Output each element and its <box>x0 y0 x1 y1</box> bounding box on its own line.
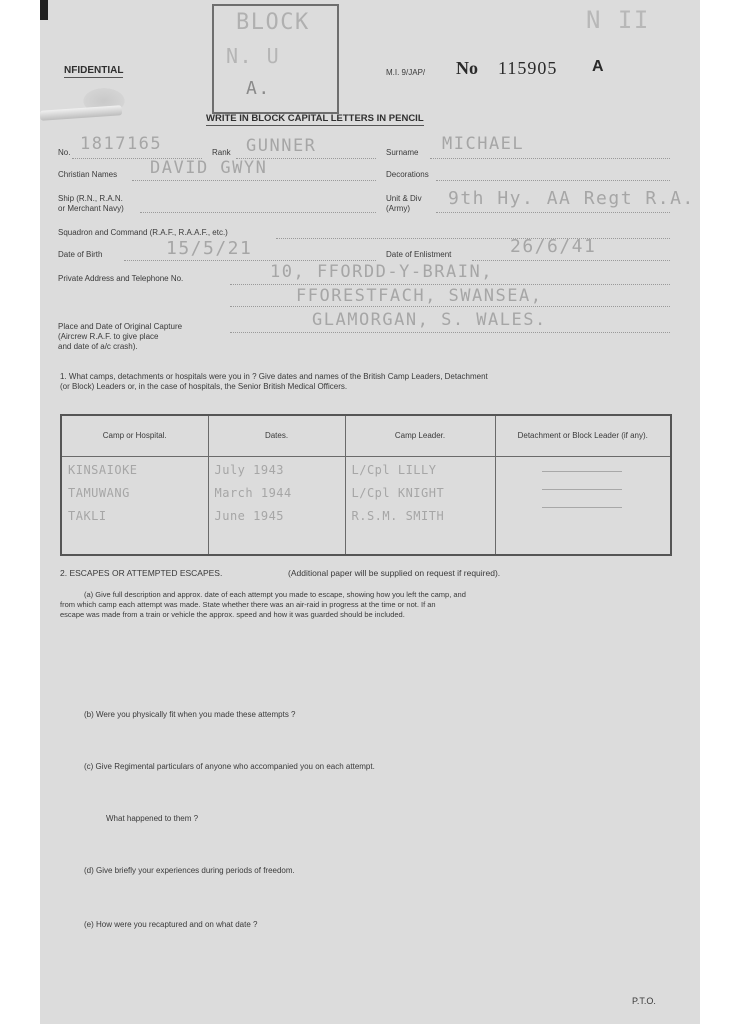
confidential-label: NFIDENTIAL <box>64 65 124 76</box>
capture-label-1: Place and Date of Original Capture <box>58 322 183 331</box>
question-2c: (c) Give Regimental particulars of anyone who accompanied you on each attempt. <box>84 762 375 771</box>
top-right-note: N II <box>586 6 650 34</box>
scan-corner-mark <box>40 0 48 20</box>
question-2b: (b) Were you physically fit when you made these attempts ? <box>84 710 296 719</box>
stamp-line-2: N. U <box>226 44 281 68</box>
form-suffix: A <box>592 58 604 75</box>
address-label: Private Address and Telephone No. <box>58 274 184 283</box>
enlistment-label: Date of Enlistment <box>386 250 452 259</box>
table-row-2-camp: TAMUWANG <box>68 486 130 500</box>
blank-dash-2 <box>502 477 671 495</box>
column-header-detachment-leader: Detachment or Block Leader (if any). <box>495 415 671 457</box>
dob-value: 15/5/21 <box>166 238 253 259</box>
ship-label-1: Ship (R.N., R.A.N. <box>58 194 123 203</box>
christian-names-value: DAVID GWYN <box>150 158 268 178</box>
table-row-3-dates: June 1945 <box>214 509 285 523</box>
question-2d: (d) Give briefly your experiences during periods of freedom. <box>84 866 295 875</box>
question-2-note: (Additional paper will be supplied on request if required). <box>288 568 501 578</box>
form-number: 115905 <box>498 58 558 78</box>
table-row-2-dates: March 1944 <box>214 486 292 500</box>
rank-value: GUNNER <box>246 136 317 156</box>
question-2e: (e) How were you recaptured and on what date ? <box>84 920 258 929</box>
unit-value: 9th Hy. AA Regt R.A. <box>448 188 695 209</box>
staple <box>40 105 122 121</box>
no-label: No. <box>58 148 71 157</box>
question-1-line-1: 1. What camps, detachments or hospitals were you in ? Give dates and names of the British Camp Leaders, Detachment <box>60 372 488 381</box>
table-row-1-dates: July 1943 <box>214 463 285 477</box>
blank-dash-1 <box>502 459 671 477</box>
number-label: No <box>456 58 478 78</box>
form-reference: M.I. 9/JAP/ <box>386 68 426 77</box>
rank-label: Rank <box>212 148 231 157</box>
stamp-line-3: A. <box>246 78 271 99</box>
column-header-camp: Camp or Hospital. <box>61 415 208 457</box>
camp-column <box>61 457 208 556</box>
stamp-line-1: BLOCK <box>236 10 310 35</box>
question-2a-line-1: (a) Give full description and approx. date of each attempt you made to escape, showing how you left the camp, and <box>84 590 466 599</box>
table-row-3-camp: TAKLI <box>68 509 107 523</box>
table-body <box>61 457 671 556</box>
instruction-heading: WRITE IN BLOCK CAPITAL LETTERS IN PENCIL <box>206 113 424 124</box>
table-row-2-leader: L/Cpl KNIGHT <box>351 486 445 500</box>
column-header-camp-leader: Camp Leader. <box>345 415 495 457</box>
squadron-label: Squadron and Command (R.A.F., R.A.A.F., etc.) <box>58 228 228 237</box>
unit-label-2: (Army) <box>386 204 410 213</box>
table-row-1-camp: KINSAIOKE <box>68 463 138 477</box>
table-row-1-leader: L/Cpl LILLY <box>351 463 437 477</box>
pto-label: P.T.O. <box>632 996 656 1006</box>
address-line-3: GLAMORGAN, S. WALES. <box>312 310 547 330</box>
no-value: 1817165 <box>80 134 163 154</box>
question-1-line-2: (or Block) Leaders or, in the case of hospitals, the Senior British Medical Officers. <box>60 382 348 391</box>
detachment-leader-column <box>495 457 671 556</box>
enlistment-value: 26/6/41 <box>510 236 597 257</box>
capture-label-3: and date of a/c crash). <box>58 342 138 351</box>
blank-dash-3 <box>502 495 671 513</box>
question-2a-line-2: from which camp each attempt was made. State whether there was an air-raid in progress at the time or not. If an <box>60 600 436 609</box>
form-page <box>40 0 700 1024</box>
question-2a-line-3: escape was made from a train or vehicle the approx. speed and how it was guarded should be included. <box>60 610 405 619</box>
camps-table <box>60 414 672 556</box>
capture-label-2: (Aircrew R.A.F. to give place <box>58 332 159 341</box>
column-header-dates: Dates. <box>208 415 345 457</box>
dates-column <box>208 457 345 556</box>
address-line-2: FFORESTFACH, SWANSEA, <box>296 286 543 306</box>
camp-leader-column <box>345 457 495 556</box>
unit-label-1: Unit & Div <box>386 194 422 203</box>
surname-value: MICHAEL <box>442 134 525 154</box>
block-stamp <box>212 4 339 114</box>
question-2c-followup: What happened to them ? <box>106 814 199 823</box>
ship-label-2: or Merchant Navy) <box>58 204 124 213</box>
table-header-row <box>61 415 671 457</box>
dob-label: Date of Birth <box>58 250 103 259</box>
surname-label: Surname <box>386 148 419 157</box>
decorations-label: Decorations <box>386 170 429 179</box>
question-2-title: 2. ESCAPES OR ATTEMPTED ESCAPES. <box>60 568 223 578</box>
table-row-3-leader: R.S.M. SMITH <box>351 509 445 523</box>
christian-names-label: Christian Names <box>58 170 118 179</box>
address-line-1: 10, FFORDD-Y-BRAIN, <box>270 262 493 282</box>
